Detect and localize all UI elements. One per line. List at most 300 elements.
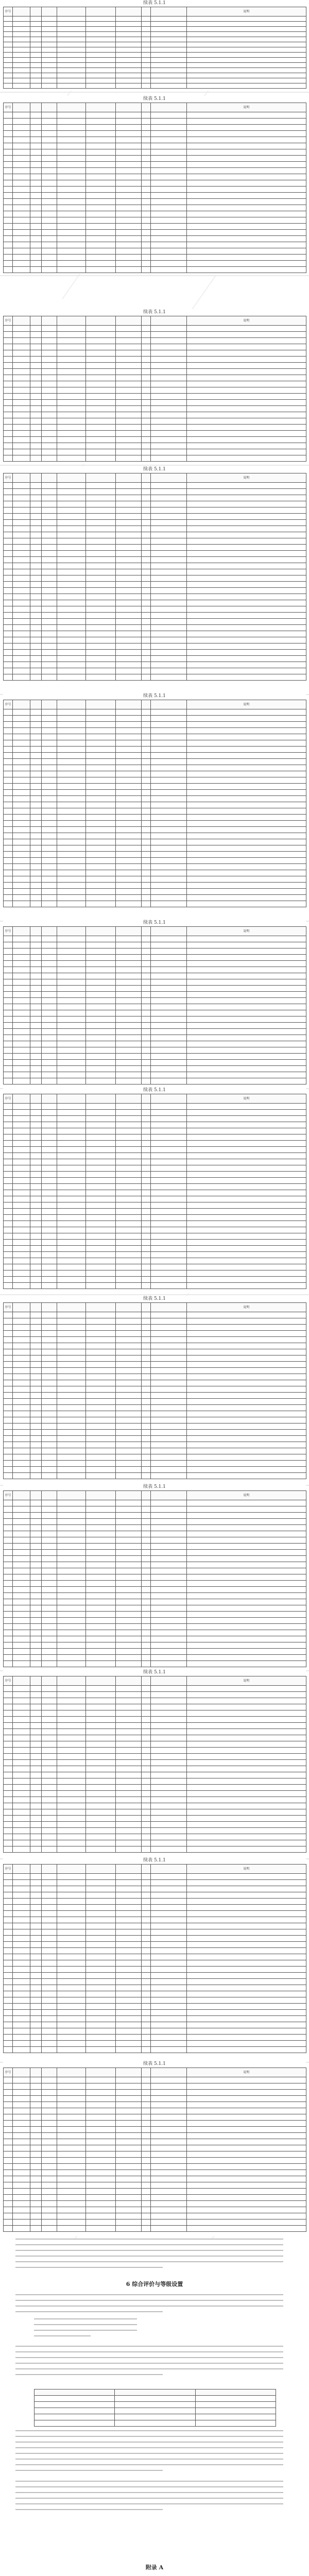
- table-cell: [142, 180, 151, 187]
- table-cell: [116, 180, 142, 187]
- table-row: [4, 2004, 306, 2010]
- table-cell: [30, 606, 42, 613]
- appendix-heading: 附录 A: [145, 2564, 164, 2571]
- table-cell: [187, 37, 306, 42]
- table-cell: [86, 425, 116, 431]
- table-cell: [142, 1531, 151, 1537]
- table-cell: [13, 1997, 30, 2004]
- table-row: [4, 1054, 306, 1060]
- table-cell: [142, 864, 151, 870]
- table-cell: [187, 955, 306, 961]
- table-row: [4, 979, 306, 986]
- table-cell: [187, 125, 306, 131]
- table-cell: [4, 449, 13, 455]
- table-cell: [187, 532, 306, 538]
- table-cell: [151, 1506, 187, 1513]
- table-cell: [187, 131, 306, 137]
- table-cell: [30, 1562, 42, 1568]
- table-cell: [187, 563, 306, 569]
- table-cell: [86, 1386, 116, 1393]
- table-cell: [151, 637, 187, 643]
- table-cell: [13, 1816, 30, 1822]
- table-cell: [187, 193, 306, 199]
- table-cell: [86, 1874, 116, 1880]
- table-cell: [4, 979, 13, 986]
- table-cell: [86, 507, 116, 514]
- table-cell: [57, 1880, 86, 1886]
- table-cell: [142, 1233, 151, 1240]
- table-cell: [187, 625, 306, 631]
- table-cell: [151, 955, 187, 961]
- table-cell: [4, 631, 13, 637]
- table-cell: [42, 63, 57, 68]
- table-cell: [4, 514, 13, 520]
- table-cell: [142, 1544, 151, 1550]
- table-cell: [116, 1544, 142, 1550]
- table-cell: [30, 759, 42, 765]
- table-cell: [116, 2219, 142, 2226]
- table-cell: [187, 1710, 306, 1717]
- table-cell: [151, 68, 187, 73]
- table-cell: [116, 1411, 142, 1417]
- table-row: [4, 1967, 306, 1973]
- table-cell: [151, 1581, 187, 1587]
- table-cell: [151, 483, 187, 489]
- table-header-cell: 说明: [187, 316, 306, 326]
- table-cell: [13, 73, 30, 78]
- table-header-cell: [116, 1865, 142, 1874]
- paragraph-text: [15, 2481, 283, 2515]
- table-cell: [57, 1252, 86, 1258]
- table-cell: [86, 338, 116, 344]
- table-header-cell: [116, 316, 142, 326]
- table-cell: [151, 1393, 187, 1399]
- table-cell: [4, 42, 13, 47]
- table-cell: [187, 387, 306, 394]
- table-header-cell: [13, 1491, 30, 1500]
- table-cell: [116, 734, 142, 740]
- table-cell: [13, 118, 30, 125]
- table-cell: [142, 514, 151, 520]
- table-cell: [30, 1202, 42, 1209]
- table-cell: [4, 2047, 13, 2053]
- table-cell: [86, 2028, 116, 2035]
- table-cell: [86, 1190, 116, 1196]
- table-cell: [187, 870, 306, 876]
- table-cell: [86, 1537, 116, 1544]
- table-cell: [116, 514, 142, 520]
- table-cell: [187, 1270, 306, 1277]
- table-cell: [142, 1035, 151, 1041]
- table-cell: [4, 1822, 13, 1828]
- table-row: [35, 2414, 276, 2420]
- table-cell: [86, 1258, 116, 1264]
- table-cell: [30, 1172, 42, 1178]
- table-cell: [86, 1772, 116, 1778]
- table-row: [4, 350, 306, 357]
- table-cell: [116, 709, 142, 716]
- table-cell: [86, 1630, 116, 1636]
- table-cell: [142, 1710, 151, 1717]
- table-cell: [116, 973, 142, 979]
- table-cell: [57, 575, 86, 582]
- table-cell: [115, 2396, 195, 2402]
- scoring-table: [3, 1302, 306, 1479]
- table-cell: [86, 22, 116, 27]
- table-cell: [151, 1035, 187, 1041]
- table-cell: [30, 338, 42, 344]
- table-row: [4, 532, 306, 538]
- table-cell: [4, 889, 13, 895]
- table-cell: [116, 1506, 142, 1513]
- table-cell: [42, 815, 57, 821]
- table-cell: [4, 1004, 13, 1010]
- table-cell: [151, 1772, 187, 1778]
- table-cell: [57, 1134, 86, 1141]
- table-cell: [57, 443, 86, 449]
- table-row: [4, 1766, 306, 1772]
- table-cell: [57, 431, 86, 437]
- table-row: [4, 32, 306, 37]
- table-cell: [187, 716, 306, 722]
- table-cell: [42, 143, 57, 149]
- table-cell: [4, 2133, 13, 2139]
- table-cell: [4, 205, 13, 211]
- table-row: [4, 149, 306, 156]
- table-cell: [4, 1023, 13, 1029]
- scoring-table: [3, 316, 306, 462]
- table-row: [4, 2127, 306, 2133]
- table-cell: [116, 267, 142, 273]
- table-cell: [57, 1072, 86, 1078]
- table-caption: 续表 5.1.1: [143, 1088, 166, 1093]
- table-header-cell: [13, 2068, 30, 2077]
- table-cell: [187, 839, 306, 845]
- table-cell: [30, 1723, 42, 1729]
- table-cell: [116, 668, 142, 674]
- table-cell: [142, 357, 151, 363]
- table-cell: [86, 1513, 116, 1519]
- table-cell: [57, 1141, 86, 1147]
- table-cell: [35, 2420, 115, 2427]
- table-cell: [30, 1997, 42, 2004]
- table-cell: [42, 1581, 57, 1587]
- table-cell: [30, 2207, 42, 2213]
- table-cell: [142, 1923, 151, 1929]
- table-cell: [86, 600, 116, 606]
- table-cell: [30, 217, 42, 224]
- table-cell: [142, 73, 151, 78]
- table-cell: [187, 2022, 306, 2028]
- table-cell: [4, 1362, 13, 1368]
- table-cell: [13, 363, 30, 369]
- table-cell: [116, 1209, 142, 1215]
- table-cell: [4, 1368, 13, 1374]
- table-cell: [142, 883, 151, 889]
- table-cell: [116, 1568, 142, 1574]
- table-cell: [30, 955, 42, 961]
- table-cell: [42, 1605, 57, 1612]
- table-cell: [142, 1227, 151, 1233]
- table-row: [4, 992, 306, 998]
- table-cell: [42, 1337, 57, 1343]
- table-cell: [13, 1355, 30, 1362]
- table-cell: [42, 827, 57, 833]
- table-cell: [4, 1917, 13, 1923]
- table-cell: [4, 1461, 13, 1467]
- table-cell: [195, 2414, 276, 2420]
- table-row: [4, 1636, 306, 1642]
- table-cell: [4, 2158, 13, 2164]
- table-header-cell: 序号: [4, 927, 13, 936]
- table-cell: [86, 1942, 116, 1948]
- table-cell: [116, 1423, 142, 1430]
- table-cell: [187, 1960, 306, 1967]
- table-cell: [57, 1221, 86, 1227]
- table-cell: [42, 569, 57, 575]
- table-cell: [30, 2077, 42, 2083]
- table-cell: [13, 1954, 30, 1960]
- table-cell: [187, 78, 306, 83]
- table-cell: [57, 495, 86, 501]
- table-cell: [116, 662, 142, 668]
- table-cell: [30, 58, 42, 63]
- table-cell: [42, 1655, 57, 1661]
- table-cell: [42, 1803, 57, 1809]
- table-cell: [4, 1735, 13, 1741]
- table-cell: [57, 1936, 86, 1942]
- scoring-table: [3, 473, 306, 681]
- table-cell: [116, 1809, 142, 1816]
- table-row: [4, 2041, 306, 2047]
- table-header-cell: 说明: [187, 700, 306, 709]
- table-cell: [4, 437, 13, 443]
- table-cell: [13, 381, 30, 387]
- table-cell: [187, 2016, 306, 2022]
- table-cell: [57, 901, 86, 907]
- table-cell: [151, 507, 187, 514]
- table-row: [4, 1312, 306, 1318]
- table-cell: [86, 1104, 116, 1110]
- table-cell: [142, 1029, 151, 1035]
- table-row: [4, 2090, 306, 2096]
- table-cell: [30, 1233, 42, 1240]
- table-cell: [86, 1519, 116, 1525]
- table-row: [4, 22, 306, 27]
- table-cell: [13, 845, 30, 852]
- table-cell: [142, 68, 151, 73]
- table-cell: [57, 1159, 86, 1165]
- table-cell: [4, 1233, 13, 1240]
- table-cell: [57, 1704, 86, 1710]
- table-row: [4, 967, 306, 973]
- table-cell: [4, 1122, 13, 1128]
- table-cell: [151, 143, 187, 149]
- table-cell: [151, 790, 187, 796]
- table-cell: [42, 1343, 57, 1349]
- table-cell: [142, 1165, 151, 1172]
- table-header-cell: [57, 1491, 86, 1500]
- table-cell: [86, 1803, 116, 1809]
- table-cell: [42, 1574, 57, 1581]
- table-cell: [142, 538, 151, 545]
- table-cell: [4, 759, 13, 765]
- table-cell: [57, 631, 86, 637]
- table-cell: [13, 2047, 30, 2053]
- table-row: [4, 2133, 306, 2139]
- table-cell: [116, 833, 142, 839]
- table-cell: [4, 431, 13, 437]
- table-cell: [187, 1331, 306, 1337]
- table-cell: [30, 1060, 42, 1066]
- table-cell: [4, 1116, 13, 1122]
- scoring-table: [3, 1676, 306, 1853]
- table-row: [4, 332, 306, 338]
- table-row: [4, 833, 306, 839]
- table-cell: [42, 656, 57, 662]
- table-cell: [42, 1556, 57, 1562]
- table-cell: [187, 1911, 306, 1917]
- table-cell: [116, 1587, 142, 1593]
- table-cell: [116, 1060, 142, 1066]
- table-cell: [187, 2121, 306, 2127]
- table-cell: [13, 1178, 30, 1184]
- table-cell: [4, 858, 13, 864]
- table-row: [4, 1349, 306, 1355]
- table-cell: [142, 747, 151, 753]
- table-cell: [42, 942, 57, 948]
- table-cell: [187, 1979, 306, 1985]
- table-cell: [57, 267, 86, 273]
- table-cell: [116, 1556, 142, 1562]
- table-header-cell: [142, 1676, 151, 1686]
- table-cell: [151, 514, 187, 520]
- table-cell: [86, 1766, 116, 1772]
- table-row: [4, 514, 306, 520]
- table-cell: [13, 1380, 30, 1386]
- table-cell: [151, 716, 187, 722]
- table-cell: [86, 992, 116, 998]
- table-cell: [57, 839, 86, 845]
- table-cell: [4, 375, 13, 381]
- table-cell: [151, 1729, 187, 1735]
- table-cell: [30, 1104, 42, 1110]
- table-cell: [86, 37, 116, 42]
- table-cell: [42, 545, 57, 551]
- table-cell: [86, 833, 116, 839]
- table-cell: [187, 1252, 306, 1258]
- table-cell: [142, 375, 151, 381]
- table-row: [4, 790, 306, 796]
- table-header-row: [4, 1676, 306, 1686]
- table-cell: [42, 1110, 57, 1116]
- table-cell: [42, 2028, 57, 2035]
- table-cell: [57, 224, 86, 230]
- table-cell: [57, 2108, 86, 2114]
- table-cell: [4, 37, 13, 42]
- table-cell: [187, 852, 306, 858]
- table-cell: [142, 242, 151, 248]
- table-cell: [142, 839, 151, 845]
- table-cell: [142, 1911, 151, 1917]
- table-cell: [42, 53, 57, 58]
- table-cell: [86, 78, 116, 83]
- table-cell: [57, 53, 86, 58]
- table-row: [4, 1362, 306, 1368]
- table-row: [4, 1624, 306, 1630]
- table-cell: [30, 526, 42, 532]
- table-cell: [187, 1636, 306, 1642]
- table-cell: [30, 1816, 42, 1822]
- table-cell: [151, 1778, 187, 1785]
- table-cell: [42, 1686, 57, 1692]
- table-cell: [13, 600, 30, 606]
- table-cell: [42, 112, 57, 118]
- table-cell: [116, 594, 142, 600]
- table-cell: [30, 131, 42, 137]
- table-row: [4, 1985, 306, 1991]
- table-cell: [86, 895, 116, 901]
- table-cell: [151, 1973, 187, 1979]
- table-cell: [30, 588, 42, 594]
- table-cell: [142, 2145, 151, 2151]
- table-cell: [13, 802, 30, 808]
- table-cell: [13, 400, 30, 406]
- table-cell: [30, 326, 42, 332]
- table-cell: [4, 1778, 13, 1785]
- table-cell: [86, 759, 116, 765]
- table-cell: [86, 2114, 116, 2121]
- table-cell: [116, 588, 142, 594]
- table-cell: [13, 1537, 30, 1544]
- table-cell: [57, 895, 86, 901]
- table-cell: [142, 1785, 151, 1791]
- table-cell: [86, 230, 116, 236]
- table-cell: [116, 1997, 142, 2004]
- table-cell: [57, 802, 86, 808]
- table-cell: [30, 255, 42, 261]
- table-cell: [30, 443, 42, 449]
- table-cell: [142, 1822, 151, 1828]
- table-cell: [116, 37, 142, 42]
- table-cell: [151, 1997, 187, 2004]
- table-cell: [116, 1104, 142, 1110]
- table-cell: [4, 1803, 13, 1809]
- table-cell: [42, 740, 57, 747]
- table-cell: [30, 205, 42, 211]
- table-cell: [187, 1562, 306, 1568]
- table-cell: [42, 986, 57, 992]
- table-cell: [42, 1760, 57, 1766]
- table-cell: [151, 1612, 187, 1618]
- table-cell: [57, 1078, 86, 1084]
- table-cell: [42, 156, 57, 162]
- table-cell: [30, 1954, 42, 1960]
- table-cell: [86, 1791, 116, 1797]
- table-cell: [187, 230, 306, 236]
- table-header-cell: [116, 700, 142, 709]
- table-cell: [42, 1537, 57, 1544]
- table-cell: [13, 1655, 30, 1661]
- table-cell: [86, 1599, 116, 1605]
- table-cell: [142, 42, 151, 47]
- table-cell: [187, 2127, 306, 2133]
- table-cell: [142, 1277, 151, 1283]
- table-cell: [4, 2108, 13, 2114]
- chapter-heading: 6 综合评价与等级设置: [126, 2281, 183, 2287]
- table-cell: [187, 1393, 306, 1399]
- table-cell: [30, 1041, 42, 1047]
